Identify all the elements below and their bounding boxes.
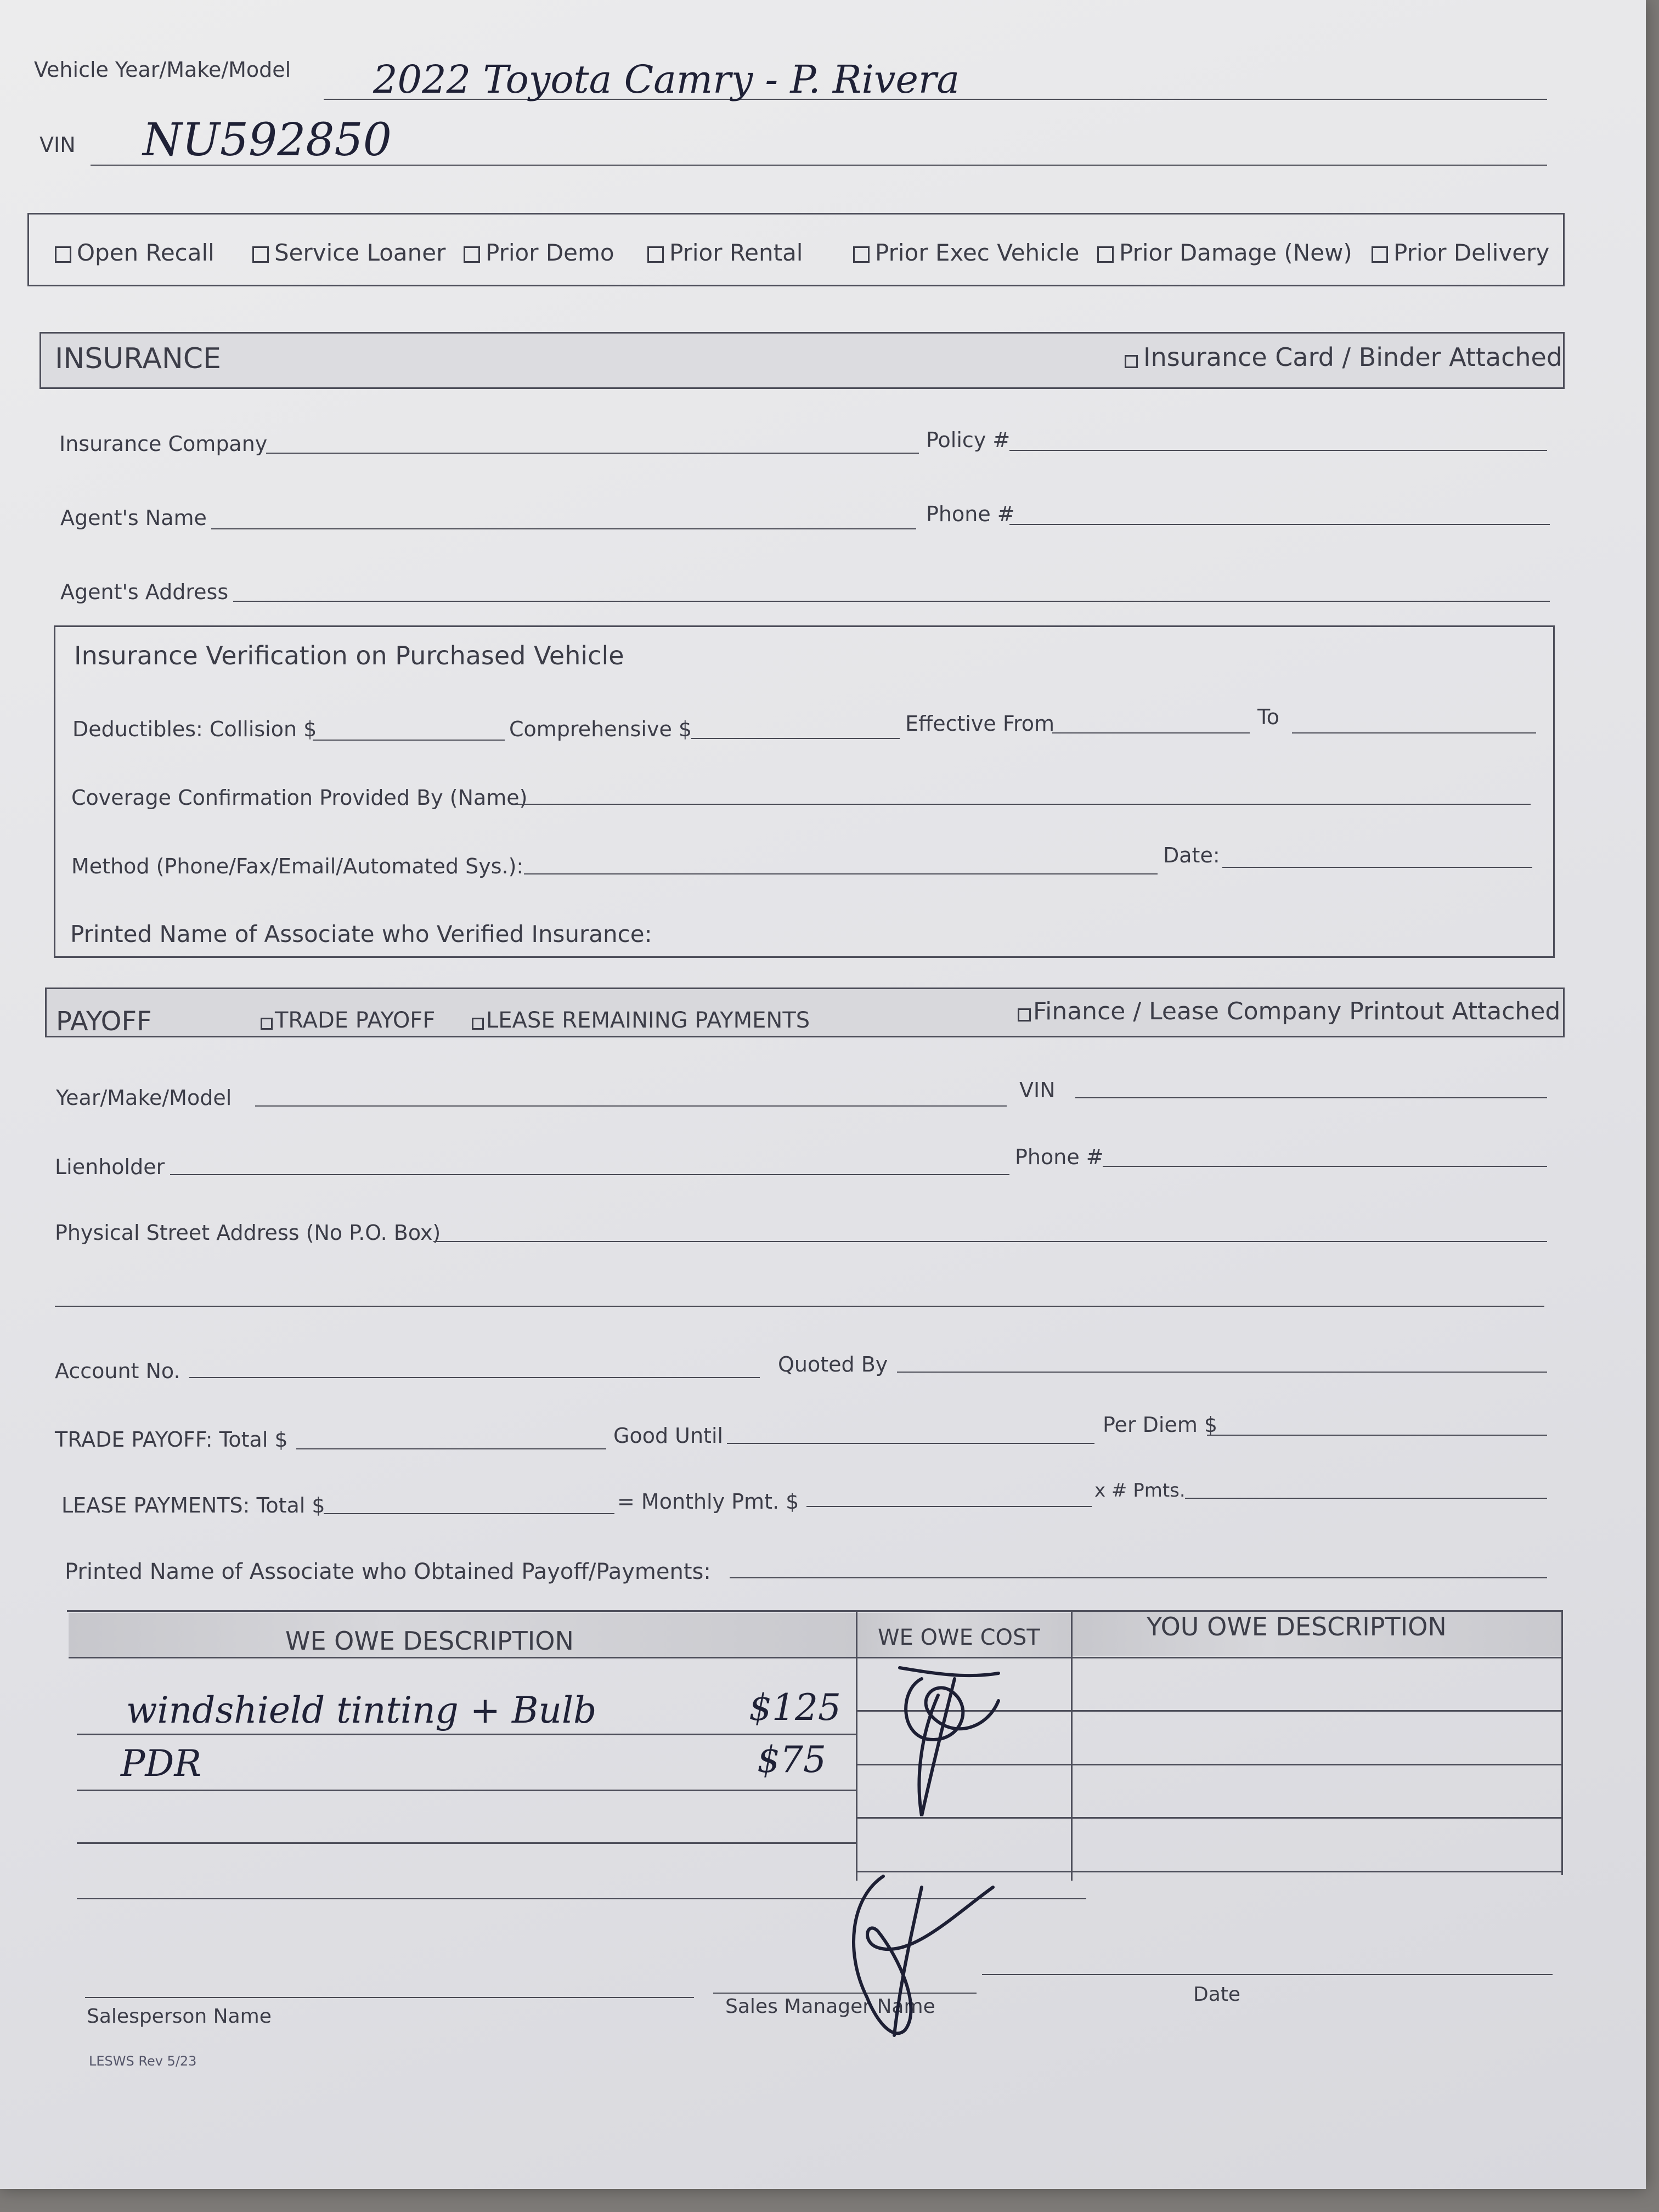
payoff-vin-label: VIN [1019,1078,1056,1102]
street-address-label: Physical Street Address (No P.O. Box) [55,1221,441,1245]
status-checkbox-prior-demo[interactable] [464,241,614,264]
table-row [77,1790,856,1791]
comprehensive-label: Comprehensive $ [509,717,692,741]
status-checkbox-service-loaner[interactable] [252,241,445,264]
status-checkbox-label: Prior Damage (New) [1119,239,1352,266]
lease-remaining-checkbox[interactable] [472,1009,810,1031]
date-label: Date [1193,1983,1241,2006]
num-pmts-line[interactable] [1185,1498,1547,1499]
good-until-label: Good Until [613,1424,724,1448]
status-checkbox-prior-exec-vehicle[interactable] [853,241,1079,264]
coverage-by-label: Coverage Confirmation Provided By (Name) [71,786,528,810]
agent-name-label: Agent's Name [60,506,207,530]
insurance-header: INSURANCE [55,342,221,375]
checkbox-icon [464,246,480,263]
checkbox-icon [252,246,269,263]
checkbox-icon [472,1018,484,1030]
table-row [69,1657,1561,1658]
checkbox-icon [1372,246,1388,263]
insurance-card-label: Insurance Card / Binder Attached [1143,342,1563,372]
we-owe-item-1: windshield tinting + Bulb [126,1689,597,1731]
lease-payments-total-line[interactable] [324,1513,614,1514]
we-owe-cost-2: $75 [757,1739,826,1781]
trade-payoff-label: TRADE PAYOFF [275,1008,436,1033]
checkbox-icon [647,246,664,263]
status-checkbox-open-recall[interactable] [55,241,215,264]
lienholder-line[interactable] [170,1174,1009,1175]
printout-attached-checkbox[interactable] [1018,997,1561,1025]
obtained-by-line[interactable] [730,1577,1547,1578]
policy-line[interactable] [1009,450,1547,451]
trade-payoff-checkbox[interactable] [261,1009,435,1031]
insurance-card-checkbox[interactable] [1125,342,1563,372]
effective-from-line[interactable] [1052,732,1250,733]
status-checkbox-label: Prior Rental [669,239,803,266]
status-checkbox-prior-damage-new[interactable] [1097,241,1352,264]
checkbox-icon [55,246,71,263]
street-address-line-2[interactable] [55,1306,1544,1307]
checkbox-icon [1018,1008,1031,1022]
checkbox-icon [261,1018,273,1030]
coverage-by-line[interactable] [516,804,1531,805]
payoff-header: PAYOFF [56,1006,152,1037]
lease-payments-total-label: LEASE PAYMENTS: Total $ [61,1493,325,1517]
form-id: LESWS Rev 5/23 [89,2053,197,2069]
we-owe-item-2: PDR [121,1742,202,1785]
you-owe-description-header: YOU OWE DESCRIPTION [1147,1612,1447,1641]
insurance-company-line[interactable] [266,453,919,454]
salesperson-line[interactable] [85,1997,694,1998]
method-label: Method (Phone/Fax/Email/Automated Sys.): [71,854,524,878]
street-address-line[interactable] [433,1241,1547,1242]
table-row [77,1734,856,1735]
verification-date-label: Date: [1163,843,1220,867]
insurance-company-label: Insurance Company [59,432,268,456]
status-checkbox-label: Prior Exec Vehicle [875,239,1080,266]
date-line[interactable] [982,1974,1553,1975]
account-no-label: Account No. [55,1359,180,1383]
monthly-pmt-label: = Monthly Pmt. $ [617,1489,799,1514]
we-owe-cost-1: $125 [749,1686,841,1729]
initials-signature [889,1657,1015,1827]
table-divider-2 [1071,1612,1073,1881]
good-until-line[interactable] [727,1443,1094,1444]
per-diem-line[interactable] [1207,1435,1547,1436]
vehicle-status-checklist [55,241,1558,269]
policy-label: Policy # [926,428,1011,452]
payoff-ymm-line[interactable] [255,1105,1007,1107]
salesperson-label: Salesperson Name [87,2005,272,2028]
checkbox-icon [1097,246,1114,263]
agent-phone-line[interactable] [1009,524,1550,525]
deductible-collision-label: Deductibles: Collision $ [72,717,317,741]
table-divider-1 [856,1612,857,1881]
deductible-collision-line[interactable] [313,740,505,741]
agent-address-line[interactable] [233,601,1550,602]
account-no-line[interactable] [189,1377,760,1378]
obtained-by-label: Printed Name of Associate who Obtained Payoff/Payments: [65,1559,711,1584]
to-label: To [1257,705,1280,729]
quoted-by-line[interactable] [897,1372,1547,1373]
vin-label: VIN [40,133,76,157]
vin-handwritten: NU592850 [143,114,392,166]
agent-name-line[interactable] [211,528,916,529]
agent-address-label: Agent's Address [60,580,229,604]
lease-remaining-label: LEASE REMAINING PAYMENTS [486,1008,810,1033]
we-owe-description-header: WE OWE DESCRIPTION [285,1626,574,1656]
method-line[interactable] [524,873,1158,874]
status-checkbox-label: Open Recall [77,239,215,266]
manager-signature [834,1865,1020,2046]
verification-title: Insurance Verification on Purchased Vehicle [74,641,624,670]
lienholder-phone-label: Phone # [1015,1145,1104,1169]
verification-date-line[interactable] [1222,867,1532,868]
status-checkbox-prior-delivery[interactable] [1372,241,1549,264]
checkbox-icon [1125,355,1138,368]
to-line[interactable] [1292,732,1536,733]
agent-phone-label: Phone # [926,502,1015,526]
payoff-vin-line[interactable] [1075,1097,1547,1098]
monthly-pmt-line[interactable] [806,1506,1092,1507]
lienholder-phone-line[interactable] [1103,1166,1547,1167]
status-checkbox-label: Prior Demo [486,239,614,266]
per-diem-label: Per Diem $ [1103,1413,1218,1437]
comprehensive-line[interactable] [691,738,900,739]
status-checkbox-label: Prior Delivery [1393,239,1550,266]
checkbox-icon [853,246,870,263]
status-checkbox-prior-rental[interactable] [647,241,803,264]
sales-manager-label: Sales Manager Name [725,1995,935,2018]
effective-from-label: Effective From [905,712,1055,736]
status-checkbox-label: Service Loaner [274,239,446,266]
lienholder-label: Lienholder [55,1155,165,1179]
table-row [77,1842,856,1844]
quoted-by-label: Quoted By [778,1352,888,1376]
trade-payoff-total-label: TRADE PAYOFF: Total $ [55,1427,288,1452]
verified-by-label: Printed Name of Associate who Verified Insurance: [70,921,652,947]
printout-attached-label: Finance / Lease Company Printout Attached [1033,997,1561,1025]
trade-payoff-total-line[interactable] [296,1448,606,1449]
vehicle-ymm-handwritten: 2022 Toyota Camry - P. Rivera [373,57,960,102]
num-pmts-label: x # Pmts. [1094,1480,1186,1502]
payoff-ymm-label: Year/Make/Model [56,1086,232,1110]
we-owe-cost-header: WE OWE COST [878,1625,1040,1650]
vehicle-ymm-label: Vehicle Year/Make/Model [34,58,291,82]
